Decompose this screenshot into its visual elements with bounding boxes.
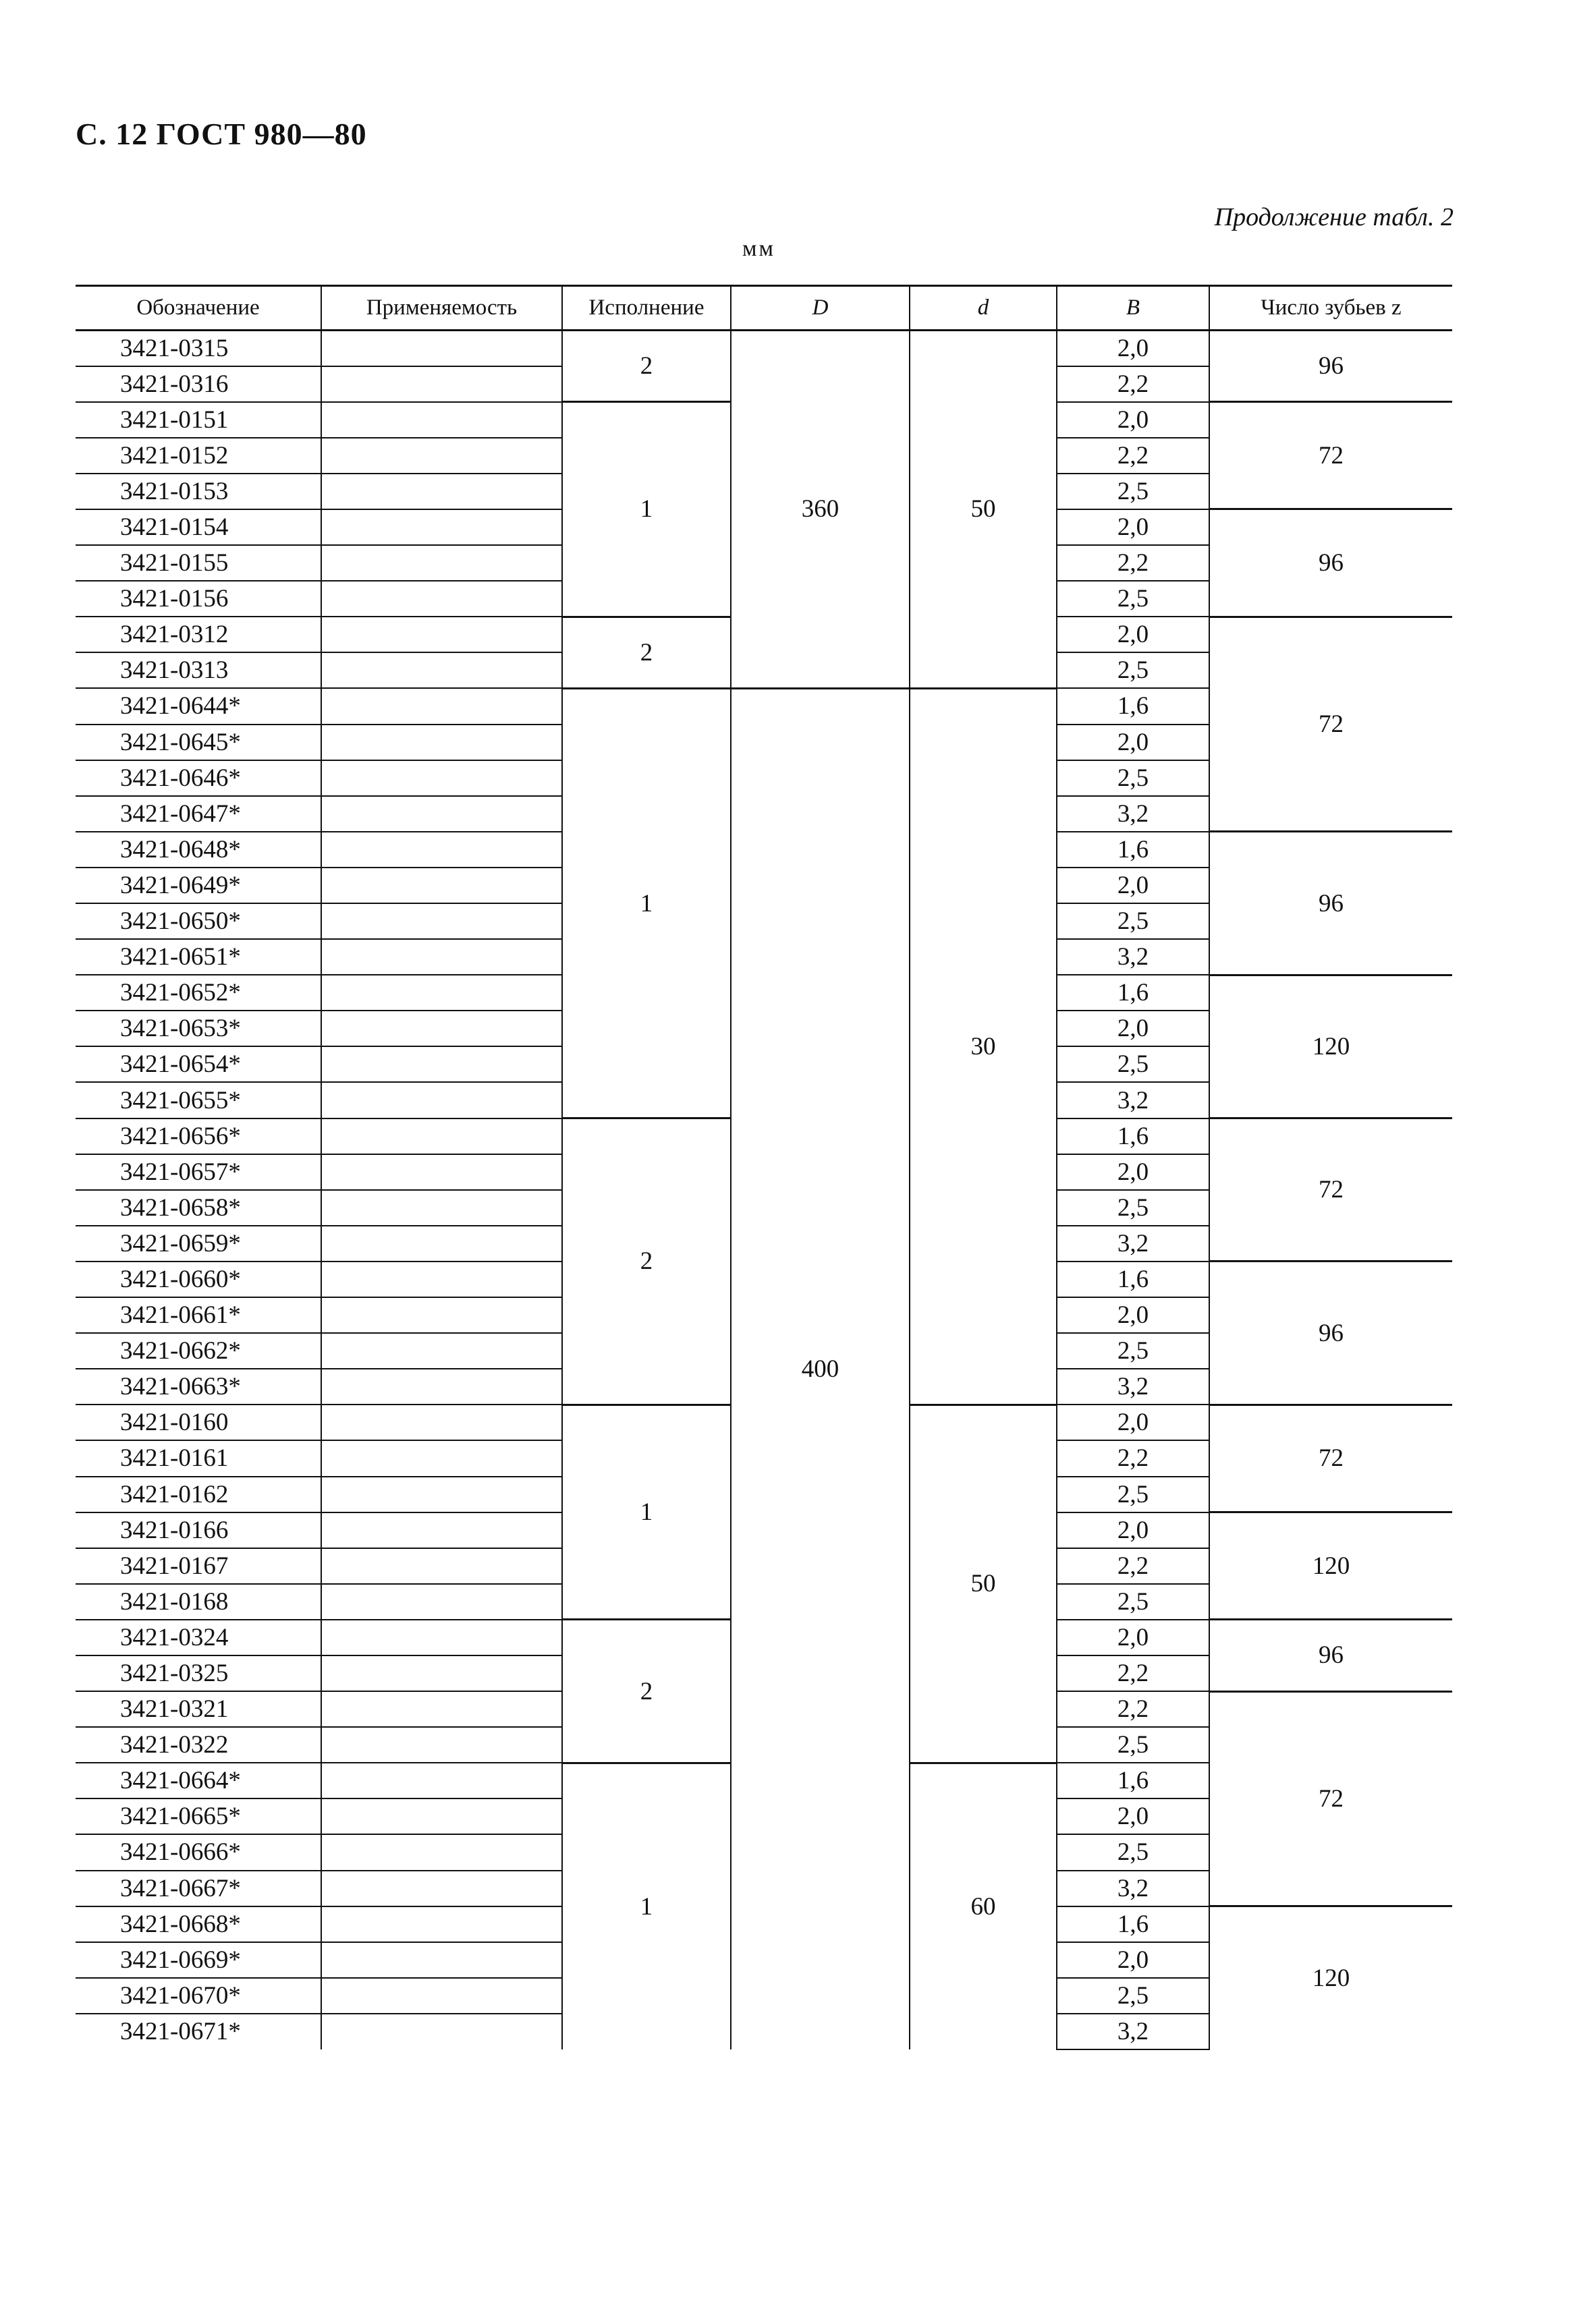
applicability-cell <box>321 1082 562 1118</box>
applicability-cell <box>321 2014 562 2049</box>
width-cell: 2,5 <box>1057 1190 1209 1226</box>
designation-cell: 3421-0645* <box>76 725 321 760</box>
header-width: B <box>1057 286 1209 331</box>
designation-cell: 3421-0653* <box>76 1011 321 1046</box>
bore-diameter-cell: 60 <box>910 1763 1057 2049</box>
outer-diameter-cell: 360 <box>731 331 910 689</box>
width-cell: 2,0 <box>1057 331 1209 366</box>
applicability-cell <box>321 939 562 975</box>
applicability-cell <box>321 1011 562 1046</box>
teeth-count-cell: 96 <box>1209 1620 1452 1691</box>
gear-specification-table <box>76 285 1452 2050</box>
header-applicability: Применяемость <box>321 286 562 331</box>
designation-cell: 3421-0662* <box>76 1333 321 1369</box>
designation-cell: 3421-0321 <box>76 1691 321 1727</box>
applicability-cell <box>321 1369 562 1405</box>
width-cell: 3,2 <box>1057 1369 1209 1405</box>
designation-cell: 3421-0664* <box>76 1763 321 1798</box>
applicability-cell <box>321 1297 562 1333</box>
designation-cell: 3421-0663* <box>76 1369 321 1405</box>
execution-cell: 1 <box>562 688 731 1118</box>
applicability-cell <box>321 545 562 581</box>
execution-cell: 2 <box>562 1620 731 1763</box>
applicability-cell <box>321 474 562 509</box>
applicability-cell <box>321 760 562 796</box>
designation-cell: 3421-0162 <box>76 1477 321 1512</box>
designation-cell: 3421-0650* <box>76 903 321 939</box>
applicability-cell <box>321 1763 562 1798</box>
bore-diameter-cell: 50 <box>910 1405 1057 1763</box>
teeth-count-cell: 72 <box>1209 1118 1452 1262</box>
width-cell: 2,0 <box>1057 1942 1209 1978</box>
applicability-cell <box>321 1978 562 2014</box>
designation-cell: 3421-0325 <box>76 1655 321 1691</box>
width-cell: 3,2 <box>1057 2014 1209 2049</box>
applicability-cell <box>321 1655 562 1691</box>
applicability-cell <box>321 832 562 868</box>
execution-cell: 1 <box>562 402 731 617</box>
designation-cell: 3421-0668* <box>76 1906 321 1942</box>
execution-cell: 1 <box>562 1763 731 2049</box>
header-outer-diameter: D <box>731 286 910 331</box>
designation-cell: 3421-0666* <box>76 1834 321 1870</box>
header-bore-diameter: d <box>910 286 1057 331</box>
width-cell: 1,6 <box>1057 1118 1209 1154</box>
header-designation: Обозначение <box>76 286 321 331</box>
bore-diameter-cell: 30 <box>910 688 1057 1405</box>
designation-cell: 3421-0654* <box>76 1046 321 1082</box>
applicability-cell <box>321 1834 562 1870</box>
designation-cell: 3421-0671* <box>76 2014 321 2049</box>
applicability-cell <box>321 1262 562 1297</box>
width-cell: 2,0 <box>1057 1405 1209 1440</box>
applicability-cell <box>321 868 562 903</box>
execution-cell: 2 <box>562 1118 731 1405</box>
width-cell: 3,2 <box>1057 796 1209 832</box>
outer-diameter-cell: 400 <box>731 688 910 2049</box>
designation-cell: 3421-0161 <box>76 1440 321 1476</box>
width-cell: 2,0 <box>1057 617 1209 652</box>
table-row <box>76 331 1452 366</box>
designation-cell: 3421-0167 <box>76 1548 321 1584</box>
width-cell: 2,0 <box>1057 1011 1209 1046</box>
applicability-cell <box>321 1906 562 1942</box>
applicability-cell <box>321 796 562 832</box>
page-header: С. 12 ГОСТ 980—80 <box>76 117 367 151</box>
applicability-cell <box>321 366 562 402</box>
width-cell: 1,6 <box>1057 1262 1209 1297</box>
applicability-cell <box>321 1584 562 1620</box>
width-cell: 2,2 <box>1057 366 1209 402</box>
designation-cell: 3421-0669* <box>76 1942 321 1978</box>
width-cell: 2,2 <box>1057 438 1209 474</box>
applicability-cell <box>321 688 562 724</box>
applicability-cell <box>321 1333 562 1369</box>
applicability-cell <box>321 1190 562 1226</box>
teeth-count-cell: 120 <box>1209 1906 1452 2049</box>
width-cell: 1,6 <box>1057 975 1209 1011</box>
applicability-cell <box>321 1942 562 1978</box>
designation-cell: 3421-0322 <box>76 1727 321 1763</box>
width-cell: 2,0 <box>1057 1154 1209 1190</box>
designation-cell: 3421-0156 <box>76 581 321 617</box>
teeth-count-cell: 72 <box>1209 617 1452 832</box>
designation-cell: 3421-0644* <box>76 688 321 724</box>
width-cell: 2,0 <box>1057 402 1209 438</box>
designation-cell: 3421-0656* <box>76 1118 321 1154</box>
execution-cell: 1 <box>562 1405 731 1620</box>
width-cell: 2,5 <box>1057 760 1209 796</box>
units-label: мм <box>742 236 776 261</box>
teeth-count-cell: 72 <box>1209 402 1452 509</box>
applicability-cell <box>321 1477 562 1512</box>
designation-cell: 3421-0646* <box>76 760 321 796</box>
designation-cell: 3421-0659* <box>76 1226 321 1262</box>
designation-cell: 3421-0647* <box>76 796 321 832</box>
designation-cell: 3421-0324 <box>76 1620 321 1655</box>
designation-cell: 3421-0658* <box>76 1190 321 1226</box>
width-cell: 1,6 <box>1057 688 1209 724</box>
width-cell: 2,5 <box>1057 1978 1209 2014</box>
width-cell: 3,2 <box>1057 939 1209 975</box>
width-cell: 2,5 <box>1057 1333 1209 1369</box>
designation-cell: 3421-0154 <box>76 509 321 545</box>
applicability-cell <box>321 1871 562 1906</box>
designation-cell: 3421-0667* <box>76 1871 321 1906</box>
width-cell: 2,0 <box>1057 725 1209 760</box>
execution-cell: 2 <box>562 617 731 688</box>
teeth-count-cell: 96 <box>1209 832 1452 975</box>
applicability-cell <box>321 1405 562 1440</box>
width-cell: 2,0 <box>1057 1512 1209 1548</box>
width-cell: 1,6 <box>1057 1906 1209 1942</box>
applicability-cell <box>321 1118 562 1154</box>
width-cell: 3,2 <box>1057 1871 1209 1906</box>
applicability-cell <box>321 1512 562 1548</box>
width-cell: 1,6 <box>1057 832 1209 868</box>
width-cell: 2,0 <box>1057 1798 1209 1834</box>
designation-cell: 3421-0316 <box>76 366 321 402</box>
designation-cell: 3421-0313 <box>76 652 321 688</box>
designation-cell: 3421-0152 <box>76 438 321 474</box>
width-cell: 2,5 <box>1057 1727 1209 1763</box>
width-cell: 2,0 <box>1057 868 1209 903</box>
designation-cell: 3421-0670* <box>76 1978 321 2014</box>
table-continuation-note: Продолжение табл. 2 <box>1214 203 1454 231</box>
teeth-count-cell: 72 <box>1209 1691 1452 1906</box>
width-cell: 3,2 <box>1057 1226 1209 1262</box>
teeth-count-cell: 120 <box>1209 975 1452 1118</box>
width-cell: 2,5 <box>1057 581 1209 617</box>
width-cell: 2,2 <box>1057 1440 1209 1476</box>
width-cell: 2,0 <box>1057 1297 1209 1333</box>
width-cell: 2,0 <box>1057 509 1209 545</box>
teeth-count-cell: 72 <box>1209 1405 1452 1512</box>
width-cell: 2,5 <box>1057 1584 1209 1620</box>
designation-cell: 3421-0660* <box>76 1262 321 1297</box>
applicability-cell <box>321 1046 562 1082</box>
designation-cell: 3421-0315 <box>120 334 229 362</box>
width-cell: 2,5 <box>1057 1477 1209 1512</box>
designation-cell: 3421-0651* <box>76 939 321 975</box>
header-teeth-count: Число зубьев z <box>1209 286 1452 331</box>
applicability-cell <box>321 617 562 652</box>
designation-cell: 3421-0657* <box>76 1154 321 1190</box>
width-cell: 2,2 <box>1057 1548 1209 1584</box>
teeth-count-cell: 96 <box>1209 331 1452 402</box>
applicability-cell <box>321 509 562 545</box>
width-cell: 2,0 <box>1057 1620 1209 1655</box>
applicability-cell <box>321 331 562 366</box>
applicability-cell <box>321 581 562 617</box>
applicability-cell <box>321 1548 562 1584</box>
width-cell: 1,6 <box>1057 1763 1209 1798</box>
teeth-count-cell: 96 <box>1209 1262 1452 1405</box>
applicability-cell <box>321 1620 562 1655</box>
designation-cell: 3421-0312 <box>76 617 321 652</box>
applicability-cell <box>321 652 562 688</box>
applicability-cell <box>321 1798 562 1834</box>
bore-diameter-cell: 50 <box>910 331 1057 689</box>
applicability-cell <box>321 975 562 1011</box>
width-cell: 2,2 <box>1057 1655 1209 1691</box>
applicability-cell <box>321 1691 562 1727</box>
applicability-cell <box>321 903 562 939</box>
width-cell: 2,5 <box>1057 1834 1209 1870</box>
designation-cell: 3421-0649* <box>76 868 321 903</box>
designation-cell: 3421-0652* <box>76 975 321 1011</box>
designation-cell: 3421-0655* <box>76 1082 321 1118</box>
designation-cell: 3421-0155 <box>76 545 321 581</box>
designation-cell: 3421-0648* <box>76 832 321 868</box>
designation-cell: 3421-0665* <box>76 1798 321 1834</box>
execution-cell: 2 <box>562 331 731 402</box>
width-cell: 2,5 <box>1057 474 1209 509</box>
applicability-cell <box>321 1226 562 1262</box>
applicability-cell <box>321 438 562 474</box>
applicability-cell <box>321 1154 562 1190</box>
designation-cell: 3421-0160 <box>76 1405 321 1440</box>
designation-cell: 3421-0168 <box>76 1584 321 1620</box>
teeth-count-cell: 96 <box>1209 509 1452 617</box>
width-cell: 2,5 <box>1057 1046 1209 1082</box>
applicability-cell <box>321 402 562 438</box>
designation-cell: 3421-0153 <box>76 474 321 509</box>
designation-cell: 3421-0151 <box>76 402 321 438</box>
designation-cell: 3421-0166 <box>76 1512 321 1548</box>
width-cell: 2,5 <box>1057 652 1209 688</box>
header-execution: Исполнение <box>562 286 731 331</box>
width-cell: 2,2 <box>1057 545 1209 581</box>
applicability-cell <box>321 1727 562 1763</box>
width-cell: 2,5 <box>1057 903 1209 939</box>
teeth-count-cell: 120 <box>1209 1512 1452 1620</box>
applicability-cell <box>321 1440 562 1476</box>
width-cell: 2,2 <box>1057 1691 1209 1727</box>
designation-cell: 3421-0661* <box>76 1297 321 1333</box>
applicability-cell <box>321 725 562 760</box>
width-cell: 3,2 <box>1057 1082 1209 1118</box>
